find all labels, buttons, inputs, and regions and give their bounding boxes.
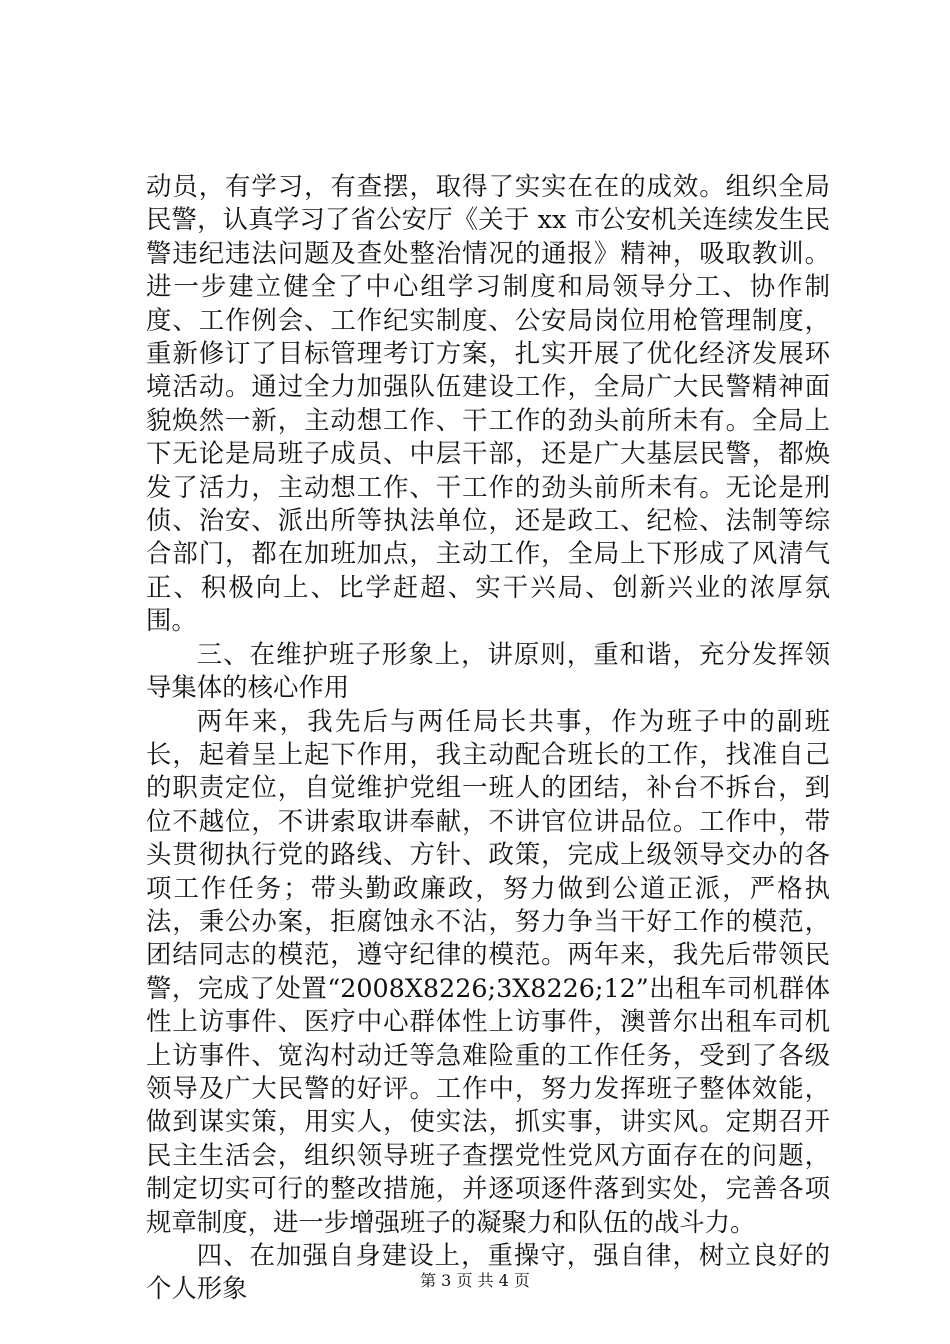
- paragraph-body: 两年来，我先后与两任局长共事，作为班子中的副班长，起着呈上起下作用，我主动配合班长的工作，找准自己的职责定位，自觉维护党组一班人的团结，补台不拆台，到位不越位，不讲索取讲奉献，不讲官位讲品位。工作中，带头贯彻执行党的路线、方针、政策，完成上级领导交办的各项工作任务；带头勤政廉政，努力做到公道正派，严格执法，秉公办案，拒腐蚀永不沾，努力争当干好工作的模范，团结同志的模范，遵守纪律的模范。两年来，我先后带领民警，完成了处置“2008X8226;3X8226;12”出租车司机群体性上访事件、医疗中心群体性上访事件，澳普尔出租车司机上访事件、宽沟村动迁等急难险重的工作任务，受到了各级领导及广大民警的好评。工作中，努力发挥班子整体效能，做到谋实策，用实人，使实法，抓实事，讲实风。定期召开民主生活会，组织领导班子查摆党性党风方面存在的问题，制定切实可行的整改措施，并逐项逐件落到实处，完善各项规章制度，进一步增强班子的凝聚力和队伍的战斗力。: [146, 705, 830, 1237]
- paragraph-continuation: 动员，有学习，有查摆，取得了实实在在的成效。组织全局民警，认真学习了省公安厅《关于 xx 市公安机关连续发生民警违纪违法问题及查处整治情况的通报》精神，吸取教训。进一步建立健全了中心组学习制度和局领导分工、协作制度、工作例会、工作纪实制度、公安局岗位用枪管理制度，重新修订了目标管理考订方案，扎实开展了优化经济发展环境活动。通过全力加强队伍建设工作，全局广大民警精神面貌焕然一新，主动想工作、干工作的劲头前所未有。全局上下无论是局班子成员、中层干部，还是广大基层民警，都焕发了活力，主动想工作、干工作的劲头前所未有。无论是刑侦、治安、派出所等执法单位，还是政工、纪检、法制等综合部门，都在加班加点，主动工作，全局上下形成了风清气正、积极向上、比学赶超、实干兴局、创新兴业的浓厚氛围。: [146, 171, 830, 636]
- document-body: [146, 170, 830, 1306]
- section-heading-three: 三、在维护班子形象上，讲原则，重和谐，充分发挥领导集体的核心作用: [146, 638, 830, 703]
- page-number-footer: 第 3 页 共 4 页: [420, 1271, 530, 1290]
- section-heading-four: 四、在加强自身建设上，重操守，强自律，树立良好的个人形象: [146, 1240, 830, 1304]
